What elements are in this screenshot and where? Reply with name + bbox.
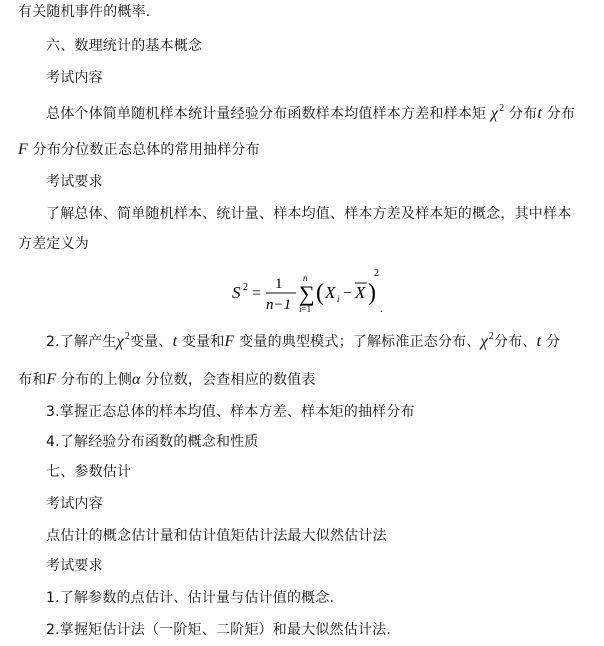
- requirement-2-line-2: 布和F 分布的上侧α 分位数，会查相应的数值表: [18, 371, 316, 388]
- formula-denominator: n−1: [266, 297, 292, 313]
- requirement-3: 3.掌握正态总体的样本均值、样本方差、样本矩的抽样分布: [46, 404, 415, 420]
- requirement-2-line-1: 2.了解产生$\chi^2$变量、t 变量和F 变量的典型模式；了解标准正态分布、$\chi^2$分布、t 分: [46, 331, 561, 350]
- exam-content-line-1: 总体个体简单随机样本统计量经验分布函数样本均值样本方差和样本矩 $\chi^2$ 分布t 分布: [46, 103, 576, 122]
- subheading-exam-requirements: 考试要求: [46, 174, 103, 190]
- formula-right-paren: ): [368, 280, 376, 306]
- formula-outer-exponent: 2: [374, 268, 379, 279]
- formula-s: S: [232, 283, 241, 302]
- formula-s-exponent: 2: [243, 282, 248, 293]
- formula-period: .: [380, 301, 383, 315]
- section-heading-6: 六、数理统计的基本概念: [46, 38, 203, 54]
- subheading-exam-content-7: 考试内容: [46, 496, 103, 512]
- formula-equals: =: [252, 285, 262, 302]
- sample-variance-formula: [230, 266, 400, 322]
- requirement-7-2: 2.掌握矩估计法（一阶矩、二阶矩）和最大似然估计法.: [46, 622, 392, 638]
- formula-left-paren: (: [316, 280, 324, 306]
- requirement-4: 4.了解经验分布函数的概念和性质: [46, 434, 259, 450]
- formula-sum-upper: n: [303, 273, 308, 283]
- formula-x-bar: X: [355, 283, 366, 302]
- formula-x: X: [325, 283, 336, 302]
- subheading-exam-requirements-7: 考试要求: [46, 558, 103, 574]
- text-line-random-events: 有关随机事件的概率.: [18, 4, 151, 20]
- requirement-7-1: 1.了解参数的点估计、估计量与估计值的概念.: [46, 590, 335, 606]
- requirement-1-line-2: 方差定义为: [18, 236, 89, 252]
- subheading-exam-content: 考试内容: [46, 70, 103, 86]
- formula-sum-lower: i=1: [299, 304, 312, 314]
- exam-content-7: 点估计的概念估计量和估计值矩估计法最大似然估计法: [46, 528, 387, 544]
- formula-x-subscript: i: [337, 294, 340, 304]
- section-heading-7: 七、参数估计: [46, 464, 132, 480]
- formula-minus: −: [343, 285, 353, 302]
- requirement-1-line-1: 了解总体、简单随机样本、统计量、样本均值、样本方差及样本矩的概念，其中样本: [46, 206, 572, 222]
- sum-symbol: ∑: [299, 281, 315, 306]
- exam-content-line-2: F 分布分位数正态总体的常用抽样分布: [18, 141, 260, 158]
- formula-numerator: 1: [275, 276, 283, 292]
